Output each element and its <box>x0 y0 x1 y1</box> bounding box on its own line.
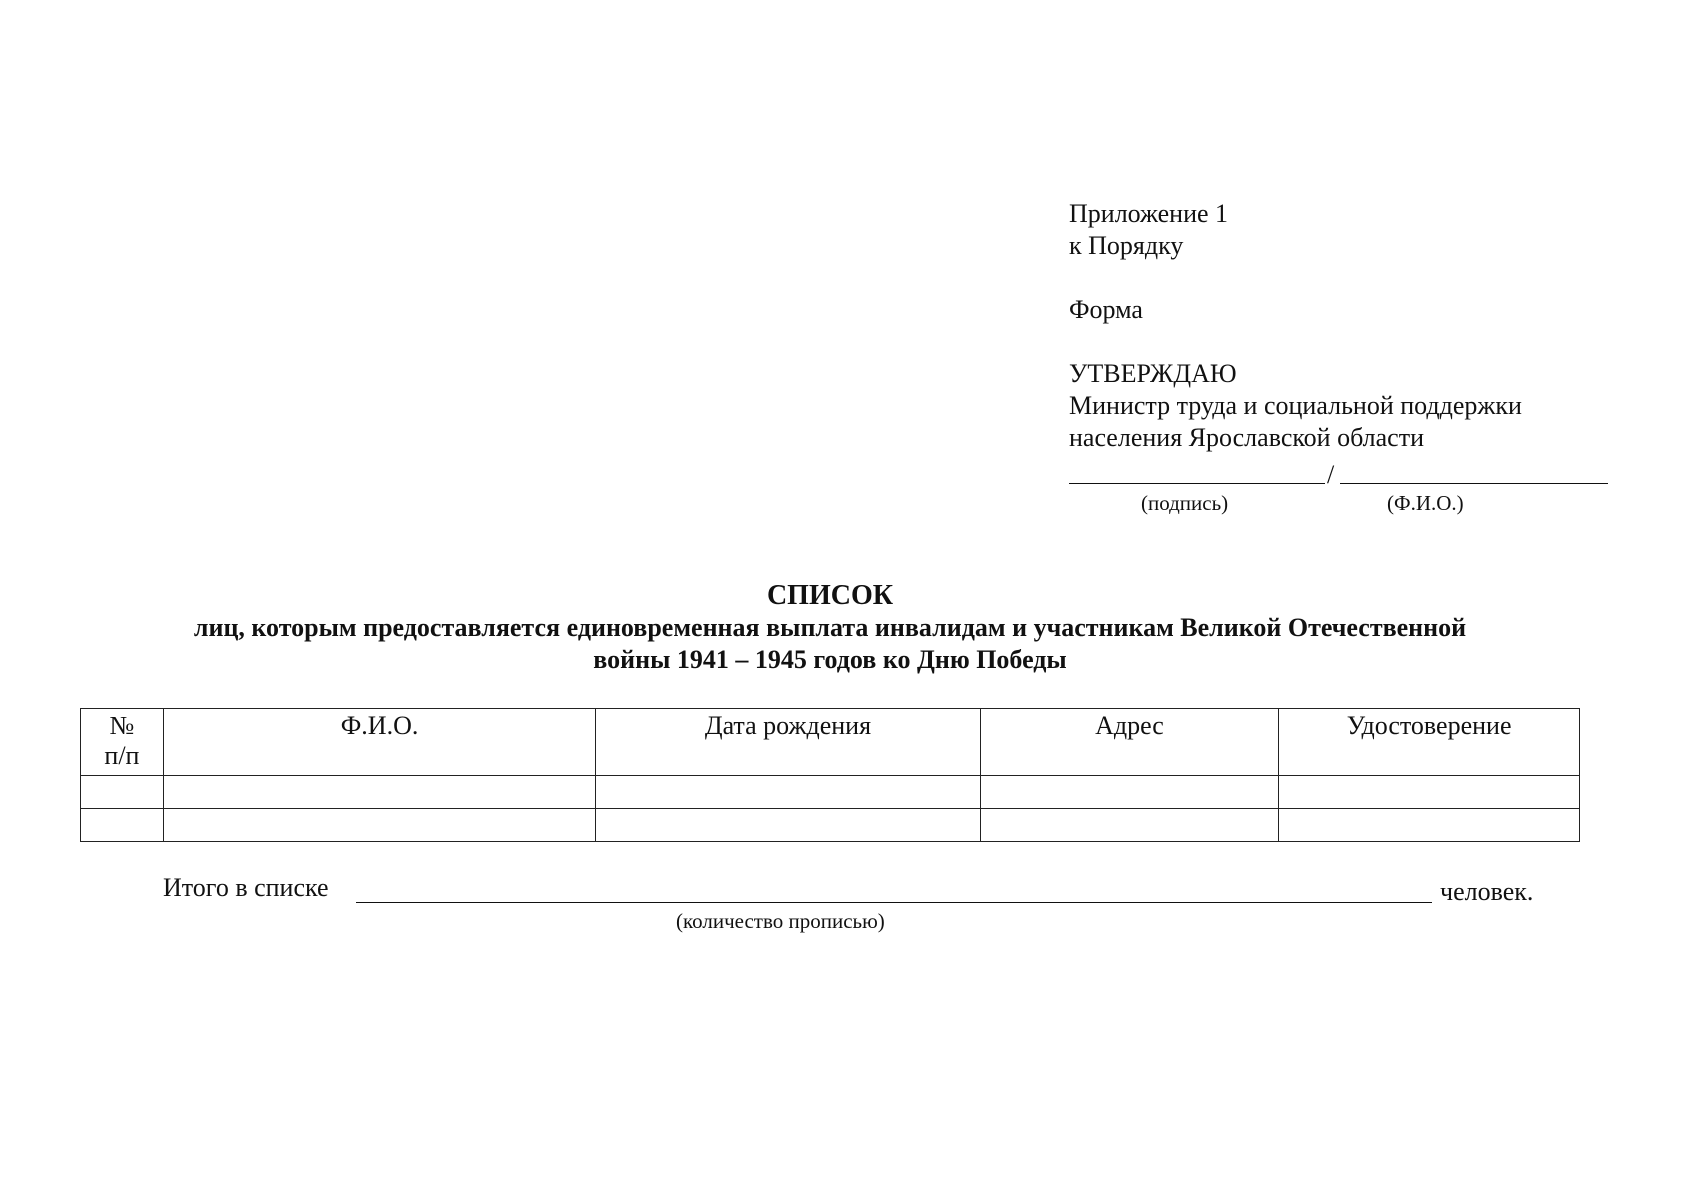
title-line1: лиц, которым предоставляется единовременная выплата инвалидам и участникам Великой Отечественной <box>193 613 1467 642</box>
approver-position-line1: Министр труда и социальной поддержки <box>1069 391 1522 420</box>
cell-fio[interactable] <box>163 776 595 809</box>
title-line2: войны 1941 – 1945 годов ко Дню Победы <box>593 645 1067 674</box>
signature-blank[interactable] <box>1069 483 1325 484</box>
total-count-blank[interactable] <box>356 902 1432 903</box>
approve-heading: УТВЕРЖДАЮ <box>1069 359 1237 388</box>
header-fio: Ф.И.О. <box>163 709 595 776</box>
signature-row <box>1069 456 1629 490</box>
fio-blank[interactable] <box>1340 483 1608 484</box>
form-label: Форма <box>1069 295 1143 324</box>
header-num-line1: № <box>109 711 135 740</box>
fio-caption: (Ф.И.О.) <box>1387 491 1464 515</box>
persons-table <box>80 708 1580 842</box>
cell-birth-date[interactable] <box>596 776 980 809</box>
title-main: СПИСОК <box>766 580 894 611</box>
header-address: Адрес <box>980 709 1279 776</box>
total-label: Итого в списке <box>163 873 329 902</box>
signature-caption: (подпись) <box>1141 491 1229 515</box>
header-num-line2: п/п <box>104 741 140 770</box>
total-caption: (количество прописью) <box>676 909 885 933</box>
appendix-label: Приложение 1 <box>1069 199 1229 228</box>
cell-num[interactable] <box>81 809 164 842</box>
cell-certificate[interactable] <box>1279 809 1580 842</box>
cell-certificate[interactable] <box>1279 776 1580 809</box>
approval-block <box>1069 198 1629 516</box>
header-num <box>81 709 164 776</box>
document-title <box>60 580 1600 676</box>
table-header-row <box>81 709 1580 776</box>
cell-address[interactable] <box>980 776 1279 809</box>
total-line-block <box>163 872 1563 942</box>
signature-separator: / <box>1327 460 1335 489</box>
table-row <box>81 776 1580 809</box>
header-birth-date: Дата рождения <box>596 709 980 776</box>
cell-address[interactable] <box>980 809 1279 842</box>
signature-captions <box>1069 490 1629 516</box>
header-certificate: Удостоверение <box>1279 709 1580 776</box>
cell-num[interactable] <box>81 776 164 809</box>
approver-position-line2: населения Ярославской области <box>1069 423 1424 452</box>
total-unit: человек. <box>1440 877 1534 906</box>
order-reference: к Порядку <box>1069 231 1184 260</box>
cell-birth-date[interactable] <box>596 809 980 842</box>
table-row <box>81 809 1580 842</box>
cell-fio[interactable] <box>163 809 595 842</box>
